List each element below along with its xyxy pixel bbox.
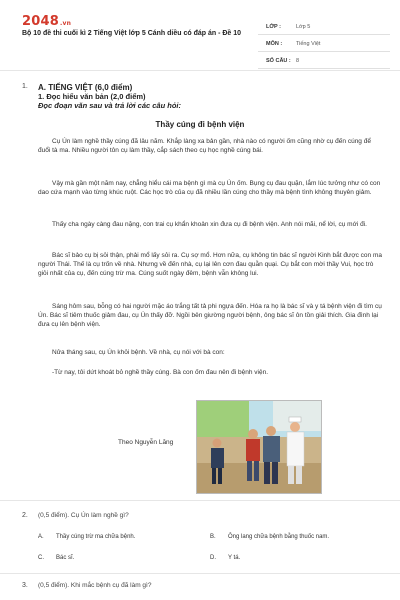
document-title: Bộ 10 đề thi cuối kì 2 Tiếng Việt lớp 5 Cánh diều có đáp án - Đề 10 bbox=[22, 30, 242, 37]
divider bbox=[0, 500, 400, 501]
story-paragraph: Nửa tháng sau, cụ Ún khỏi bệnh. Về nhà, cụ nói với bà con: bbox=[52, 349, 225, 356]
meta-row-count bbox=[258, 52, 390, 69]
story-paragraph: Thấy cha ngày càng đau nặng, con trai cụ khẩn khoản xin đưa cụ đi bệnh viện. Anh nói mãi, nể lời, cụ mới đi. bbox=[52, 221, 367, 228]
logo-tld: .vn bbox=[59, 20, 72, 27]
option-letter: C. bbox=[38, 555, 44, 561]
answer-option-b[interactable] bbox=[210, 534, 329, 540]
option-letter: B. bbox=[210, 534, 216, 540]
story-paragraph: Cụ Ún làm nghề thầy cúng đã lâu năm. Khắp làng xa bản gần, nhà nào có người ốm cũng nhờ cụ đến cúng để đuổi tà ma. Nhiều người tôn cụ làm thầy, cắp sách theo cụ học nghề cúng bái. bbox=[38, 138, 371, 154]
meta-row-subject bbox=[258, 35, 390, 52]
meta-key: SỐ CÂU : bbox=[266, 58, 291, 64]
meta-key: MÔN : bbox=[266, 41, 283, 47]
author-caption: Theo Nguyễn Lăng bbox=[118, 439, 174, 446]
divider bbox=[0, 573, 400, 574]
site-logo[interactable] bbox=[22, 14, 71, 29]
story-paragraph: Vậy mà gần một năm nay, chẳng hiểu cái ma bệnh gì mà cụ Ún ốm. Bụng cụ đau quặn, lắm lúc tưởng như có con dao cứa mạnh vào từng khúc ruột. Các học trò của cụ đã nhiều lần cúng cho thầy mà bệnh tình không thuyên giảm. bbox=[38, 180, 381, 196]
option-text: Bác sĩ. bbox=[56, 555, 75, 561]
answer-option-d[interactable] bbox=[210, 555, 240, 561]
option-text: Ông lang chữa bệnh bằng thuốc nam. bbox=[228, 534, 330, 540]
section-title: A. TIẾNG VIỆT (6,0 điểm) bbox=[38, 83, 133, 92]
question-prompt: (0,5 điểm). Cụ Ún làm nghề gì? bbox=[38, 512, 129, 519]
meta-key: LỚP : bbox=[266, 24, 281, 30]
divider bbox=[0, 70, 400, 71]
logo-main: 2048 bbox=[22, 14, 59, 29]
meta-row-grade bbox=[258, 18, 390, 35]
story-paragraph: -Từ nay, tôi dứt khoát bỏ nghề thầy cúng. Bà con ốm đau nên đi bệnh viện. bbox=[52, 369, 268, 376]
story-paragraph: Bác sĩ bảo cụ bị sỏi thận, phải mổ lấy sỏi ra. Cụ sợ mổ. Hơn nữa, cụ không tin bác sĩ người Kinh bắt được con ma người Thái. Thế là cụ trốn về nhà. Nhưng về đến nhà, cụ lại lên cơn đau quằn quại. Cụ bắt con mời thầy Vui, học trò giỏi nhất của cụ, đến cúng trừ ma. Cúng suốt ngày đêm, bệnh vẫn không lui. bbox=[38, 252, 382, 277]
option-text: Thầy cúng trừ ma chữa bệnh. bbox=[56, 534, 136, 540]
story-illustration bbox=[196, 400, 322, 494]
meta-value: 8 bbox=[296, 58, 300, 64]
meta-table bbox=[258, 18, 390, 69]
option-letter: A. bbox=[38, 534, 44, 540]
part-title: 1. Đọc hiểu văn bản (2,0 điểm) bbox=[38, 92, 146, 101]
meta-value: Lớp 5 bbox=[296, 24, 311, 30]
story-title: Thầy cúng đi bệnh viện bbox=[155, 120, 245, 129]
question-number: 2. bbox=[22, 512, 28, 519]
meta-value: Tiếng Việt bbox=[296, 41, 321, 47]
option-letter: D. bbox=[210, 555, 216, 561]
option-text: Y tá. bbox=[228, 555, 241, 561]
document-header bbox=[12, 10, 390, 64]
question-prompt: (0,5 điểm). Khi mắc bệnh cụ đã làm gì? bbox=[38, 582, 152, 589]
story-paragraph: Sáng hôm sau, bỗng có hai người mặc áo trắng tất tả phi ngựa đến. Hóa ra họ là bác sĩ và y tá bệnh viện đi tìm cụ Ún. Bác sĩ tiêm thuốc giảm đau, cụ Ún thấy đỡ. Ngồi bên giường người bệnh, ông bác sĩ ôn tồn giải thích. Gia đình lại đưa cụ lên bệnh viện. bbox=[38, 303, 382, 328]
instruction: Đọc đoạn văn sau và trả lời các câu hỏi: bbox=[38, 101, 181, 110]
answer-option-c[interactable] bbox=[38, 555, 74, 561]
question-number: 1. bbox=[22, 83, 28, 90]
answer-option-a[interactable] bbox=[38, 534, 135, 540]
question-number: 3. bbox=[22, 582, 28, 589]
